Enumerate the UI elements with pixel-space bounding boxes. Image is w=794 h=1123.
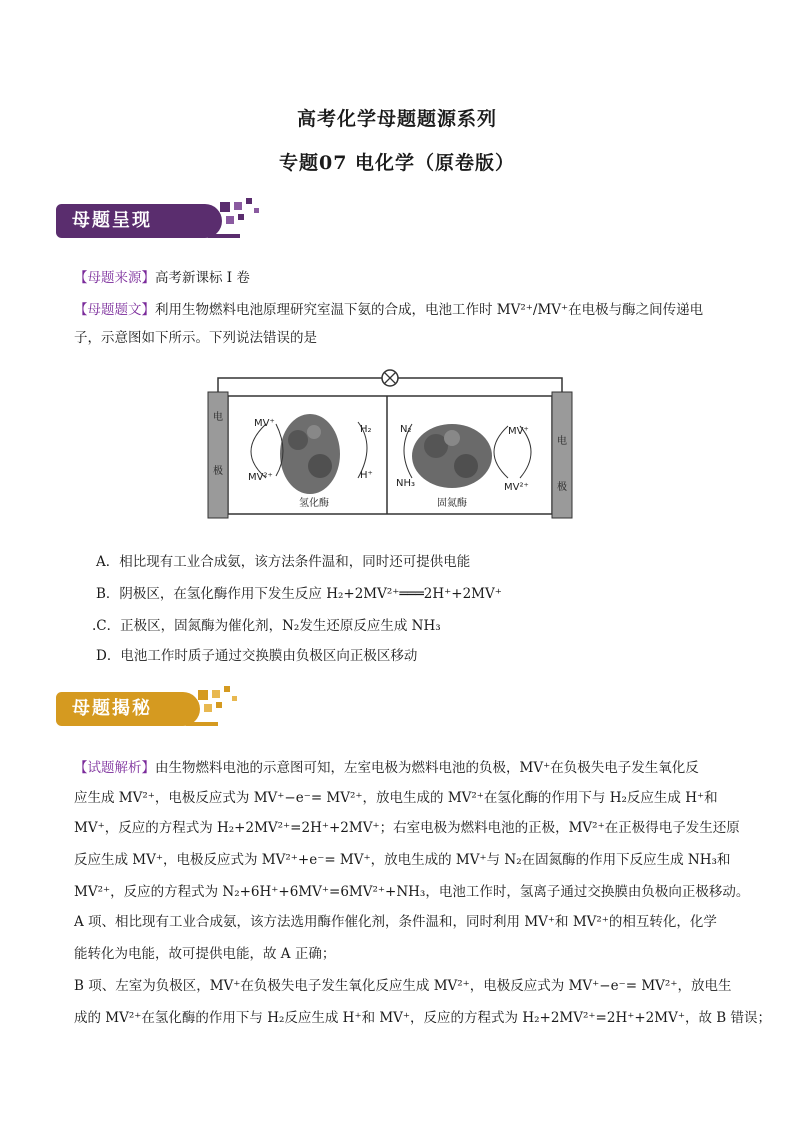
analysis-line-2: 应生成 MV²⁺，电极反应式为 MV⁺−e⁻= MV²⁺，放电生成的 MV²⁺在氢化酶的作用下与 H₂反应生成 H⁺和 bbox=[74, 790, 718, 806]
banner-analysis-label: 母题揭秘 bbox=[56, 692, 200, 726]
electrode-left-char1: 电 bbox=[213, 412, 223, 423]
banner-analysis bbox=[56, 684, 276, 728]
electrode-left-char2: 极 bbox=[213, 466, 223, 477]
label-hydrogenase: 氢化酶 bbox=[299, 498, 329, 509]
electrode-right bbox=[552, 392, 572, 518]
banner-presentation bbox=[56, 196, 276, 240]
analysis-line-6: A 项、相比现有工业合成氨，该方法选用酶作催化剂，条件温和，同时利用 MV⁺和 MV²⁺的相互转化，化学 bbox=[74, 914, 717, 930]
analysis-line-1: 【试题解析】由生物燃料电池的示意图可知，左室电极为燃料电池的负极，MV⁺在负极失电子发生氧化反 bbox=[74, 760, 699, 776]
label-mv-plus-left: MV⁺ bbox=[254, 418, 275, 429]
electrode-left bbox=[208, 392, 228, 518]
analysis-line-5: MV²⁺，反应的方程式为 N₂+6H⁺+6MV⁺=6MV²⁺+NH₃，电池工作时，氢离子通过交换膜由负极向正极移动。 bbox=[74, 884, 750, 900]
page-subtitle: 专题07 电化学（原卷版） bbox=[278, 152, 516, 174]
banner-decoration-icon bbox=[206, 196, 276, 242]
label-mv2plus-right: MV²⁺ bbox=[504, 482, 529, 493]
option-d: D．电池工作时质子通过交换膜由负极区向正极区移动 bbox=[96, 648, 418, 664]
analysis-line-7: 能转化为电能，故可提供电能，故 A 正确； bbox=[74, 946, 336, 962]
electrode-right-char1: 电 bbox=[557, 436, 567, 447]
hydrogenase-blob bbox=[280, 414, 340, 494]
analysis-line-8: B 项、左室为负极区，MV⁺在负极失电子发生氧化反应生成 MV²⁺，电极反应式为 MV⁺−e⁻= MV²⁺，放电生 bbox=[74, 978, 732, 994]
analysis-line-9: 成的 MV²⁺在氢化酶的作用下与 H₂反应生成 H⁺和 MV⁺，反应的方程式为 H₂+2MV²⁺=2H⁺+2MV⁺，故 B 错误； bbox=[74, 1010, 771, 1026]
question-text-line1: 【母题题文】利用生物燃料电池原理研究室温下氨的合成，电池工作时 MV²⁺/MV⁺在电极与酶之间传递电 bbox=[74, 302, 704, 318]
fuel-cell-diagram bbox=[190, 366, 580, 526]
page-title: 高考化学母题题源系列 bbox=[296, 108, 497, 130]
label-mv2plus-left: MV²⁺ bbox=[248, 472, 273, 483]
label-n2: N₂ bbox=[400, 424, 412, 435]
analysis-line-3: MV⁺，反应的方程式为 H₂+2MV²⁺=2H⁺+2MV⁺；右室电极为燃料电池的正极，MV²⁺在正极得电子发生还原 bbox=[74, 820, 740, 836]
label-mv-plus-right: MV⁺ bbox=[508, 426, 529, 437]
electrode-right-char2: 极 bbox=[557, 482, 567, 493]
banner-presentation-label: 母题呈现 bbox=[56, 204, 222, 238]
option-a: A．相比现有工业合成氨，该方法条件温和，同时还可提供电能 bbox=[96, 554, 471, 570]
label-h2: H₂ bbox=[360, 424, 372, 435]
label-nitrogenase: 固氮酶 bbox=[437, 498, 467, 509]
question-source: 【母题来源】高考新课标 I 卷 bbox=[74, 270, 250, 286]
label-h-plus: H⁺ bbox=[360, 470, 373, 481]
question-text-line2: 子，示意图如下所示。下列说法错误的是 bbox=[74, 330, 317, 346]
banner-decoration-icon-2 bbox=[184, 682, 254, 728]
option-b: B．阴极区，在氢化酶作用下发生反应 H₂+2MV²⁺═══2H⁺+2MV⁺ bbox=[96, 586, 502, 602]
analysis-line-4: 反应生成 MV⁺，电极反应式为 MV²⁺+e⁻= MV⁺，放电生成的 MV⁺与 N₂在固氮酶的作用下反应生成 NH₃和 bbox=[74, 852, 731, 868]
option-c: .C．正极区，固氮酶为催化剂，N₂发生还原反应生成 NH₃ bbox=[92, 618, 441, 634]
label-nh3: NH₃ bbox=[396, 478, 416, 489]
